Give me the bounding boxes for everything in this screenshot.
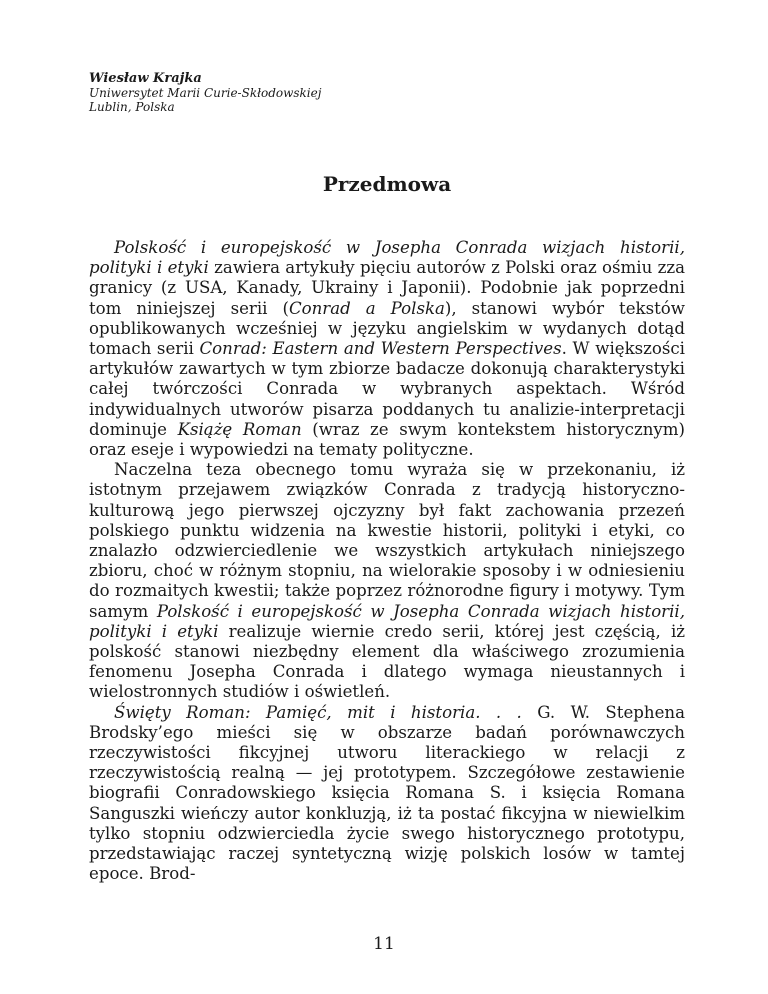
author-block: [89, 72, 685, 114]
paragraph-text: (wraz ze swym kontekstem historycznym) oraz eseje i wypowiedzi na tematy polityczne.: [89, 419, 685, 460]
book-title: Polskość i europejskość w Josepha Conrada wizjach historii, polityki i etyki: [89, 601, 686, 641]
paragraph-2: [89, 460, 685, 702]
book-title: Conrad a Polska: [288, 298, 445, 318]
body-text: [89, 238, 685, 885]
book-title: Książę Roman: [177, 419, 302, 439]
page-title: Przedmowa: [322, 172, 452, 196]
paragraph-text: ), stanowi wybór tekstów opublikowanych wcześniej w języku angielskim w wydanych dotąd tomach serii: [89, 298, 685, 359]
paragraph-text: realizuje wiernie credo serii, której jest częścią, iż polskość stanowi niezbędny element dla właściwego zrozumienia fenomenu Josepha Conrada i dlatego wymaga nieustannych i wielostronnych studiów i oświetleń.: [89, 621, 685, 702]
page-content: [89, 72, 685, 885]
series-title: Conrad: Eastern and Western Perspectives: [199, 339, 562, 359]
book-title: Polskość i europejskość w Josepha Conrada wizjach historii, polityki i etyki: [89, 238, 685, 278]
paragraph-1: [89, 238, 685, 460]
paragraph-text: Naczelna teza obecnego tomu wyraża się w przekonaniu, iż istotnym przejawem związków Conrada z tradycją historyczno-kulturową jego pierwszej ojczyzny był fakt zachowania przezeń polskiego punktu widzenia na kwestie historii, polityki i etyki, co znalazło odzwierciedlenie we wszystkich artykułach niniejszego zbioru, choć w różnym stopniu, na wielorakie sposoby i w odniesieniu do rozmaitych kwestii; także poprzez różnorodne figury i motywy. Tym samym: [89, 460, 685, 621]
page-number: 11: [373, 934, 395, 954]
paragraph-3: [89, 703, 685, 885]
author-name: Wiesław Krajka: [89, 71, 202, 86]
paragraph-text: zawiera artykuły pięciu autorów z Polski oraz ośmiu zza granicy (z USA, Kanady, Ukrainy i Japonii). Podobnie jak poprzedni tom niniejszej serii (: [89, 258, 685, 318]
author-city: Lublin, Polska: [89, 100, 175, 114]
paragraph-text: . W większości artykułów zawartych w tym zbiorze badacze dokonują charakterystyki całej twórczości Conrada w wybranych aspektach. Wśród indywidualnych utworów pisarza poddanych tu analizie-interpretacji dominuje: [89, 339, 685, 439]
article-title: Święty Roman: Pamięć, mit i historia. . .: [114, 702, 522, 722]
author-university: Uniwersytet Marii Curie-Skłodowskiej: [89, 86, 322, 100]
paragraph-text: G. W. Stephena Brodsky’ego mieści się w obszarze badań porównawczych rzeczywistości fikcyjnej utworu literackiego w relacji z rzeczywistością realną — jej prototypem. Szczegółowe zestawienie biografii Conradowskiego księcia Romana S. i księcia Romana Sanguszki wieńczy autor konkluzją, iż ta postać fikcyjna w niewielkim tylko stopniu odzwierciedla życie swego historycznego prototypu, przedstawiając raczej syntetyczną wizję polskich losów w tamtej epoce. Brod-: [89, 702, 685, 884]
